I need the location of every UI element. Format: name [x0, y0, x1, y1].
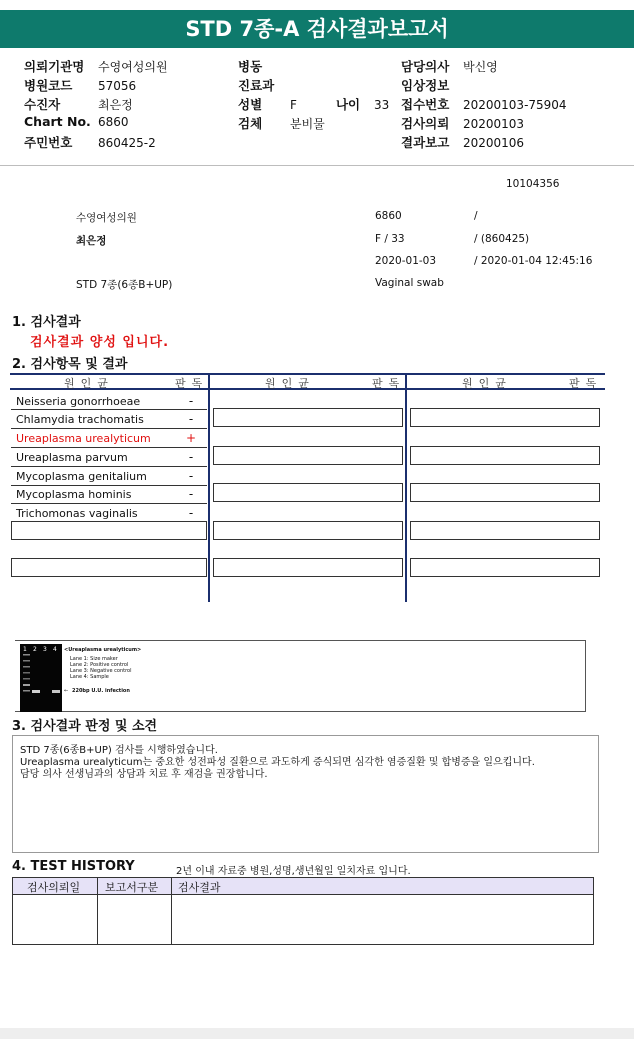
specimen-row: [238, 114, 325, 132]
report-date-value: 20200106: [462, 136, 525, 150]
empty-cell: [213, 483, 403, 502]
summary-patient: 최은정: [76, 235, 107, 247]
organism-result: -: [188, 394, 194, 408]
opinion-line: 담당 의사 선생님과의 상담과 치료 후 재검을 권장합니다.: [20, 769, 268, 780]
chart-no-row: [24, 114, 129, 129]
section4-title: 4. TEST HISTORY: [12, 859, 135, 874]
request-date-row: [401, 114, 524, 132]
sex-row: [238, 95, 389, 113]
organism-result: -: [188, 450, 194, 464]
resident-no-value: 860425-2: [97, 136, 156, 150]
receipt-no-row: [401, 95, 567, 113]
col-result-3: 판독: [569, 377, 603, 390]
summary-date-reported: / 2020-01-04 12:45:16: [474, 255, 593, 267]
col-organism-2: 원인균: [265, 377, 315, 390]
col-organism-1: 원인균: [64, 377, 114, 390]
summary-chart: 6860: [375, 210, 402, 222]
summary-date-received: 2020-01-03: [375, 255, 437, 267]
empty-cell: [213, 408, 403, 427]
resident-no-row: [24, 133, 156, 151]
age-label: 나이: [335, 97, 361, 112]
gel-lane-4: 4: [53, 646, 57, 653]
patient-row: [24, 95, 133, 113]
gel-legend-line: Lane 1: Size maker: [70, 656, 118, 662]
row-divider: [11, 428, 207, 429]
resident-no-label: 주민번호: [24, 135, 73, 150]
dept-label: 진료과: [238, 78, 275, 93]
organism-name: Trichomonas vaginalis: [16, 507, 138, 520]
sex-value: F: [289, 98, 297, 112]
chart-no-value: 6860: [97, 115, 129, 129]
col-result-2: 판독: [372, 377, 406, 390]
report-date-row: [401, 133, 524, 151]
request-date-value: 20200103: [462, 117, 525, 131]
gel-lane-1: 1: [23, 646, 27, 653]
empty-cell: [213, 446, 403, 465]
col-organism-3: 원인균: [462, 377, 512, 390]
row-divider: [11, 503, 207, 504]
empty-cell: [410, 446, 600, 465]
opinion-line: Ureaplasma urealyticum는 중요한 성전파성 질환으로 과도하게 증식되면 심각한 염증질환 및 합병증을 일으킵니다.: [20, 757, 535, 768]
organism-name-positive: Ureaplasma urealyticum: [16, 432, 151, 445]
history-col-divider: [171, 877, 172, 945]
section1-title: 1. 검사결과: [12, 315, 81, 330]
section2-title: 2. 검사항목 및 결과: [12, 357, 128, 372]
gel-legend-line: Lane 3: Negative control: [70, 668, 132, 674]
empty-cell: [410, 521, 600, 540]
empty-cell: [11, 558, 207, 577]
history-table-header: [12, 877, 594, 895]
institution-label: 의뢰기관명: [24, 59, 85, 74]
gel-lane-3: 3: [43, 646, 47, 653]
summary-specimen: Vaginal swab: [375, 277, 444, 289]
table-divider-1: [208, 375, 210, 602]
doctor-value: 박신영: [462, 60, 498, 74]
section3-title: 3. 검사결과 판정 및 소견: [12, 719, 158, 734]
opinion-line: STD 7종(6종B+UP) 검사를 시행하였습니다.: [20, 745, 218, 756]
gel-legend-line: Lane 4: Sample: [70, 674, 109, 680]
organism-result: -: [188, 412, 194, 426]
empty-cell: [410, 408, 600, 427]
institution-row: [24, 57, 168, 75]
organism-name: Ureaplasma parvum: [16, 451, 128, 464]
empty-cell: [213, 521, 403, 540]
report-date-label: 결과보고: [401, 135, 450, 150]
receipt-no-label: 접수번호: [401, 97, 450, 112]
organism-result: -: [188, 506, 194, 520]
gel-title: <Ureaplasma urealyticum>: [64, 647, 142, 653]
row-divider: [11, 466, 207, 467]
patient-value: 최은정: [97, 98, 133, 112]
receipt-no-value: 20200103-75904: [462, 98, 567, 112]
clinical-info-label: 임상정보: [401, 78, 450, 93]
empty-cell: [410, 558, 600, 577]
gel-electrophoresis-image: [20, 644, 62, 712]
gel-legend-line: Lane 2: Positive control: [70, 662, 129, 668]
dept-row: [238, 76, 278, 94]
table-divider-2: [405, 375, 407, 602]
organism-result: -: [188, 487, 194, 501]
history-col-report-type: 보고서구분: [105, 881, 159, 894]
organism-result: -: [188, 469, 194, 483]
row-divider: [11, 447, 207, 448]
empty-cell: [410, 483, 600, 502]
organism-name: Mycoplasma hominis: [16, 488, 132, 501]
gel-bands-graphic: [20, 644, 62, 712]
ward-label: 병동: [238, 59, 263, 74]
empty-cell: [213, 558, 403, 577]
specimen-value: 분비물: [289, 117, 325, 131]
ward-row: [238, 57, 266, 75]
request-date-label: 검사의뢰: [401, 116, 450, 131]
row-divider: [11, 409, 207, 410]
hospital-code-row: [24, 76, 136, 94]
organism-name: Mycoplasma genitalium: [16, 470, 147, 483]
hospital-code-value: 57056: [97, 79, 137, 93]
institution-value: 수영여성의원: [97, 60, 168, 74]
summary-slash: /: [474, 210, 478, 222]
specimen-label: 검체: [238, 116, 263, 131]
doctor-label: 담당의사: [401, 59, 450, 74]
history-col-request-date: 검사의뢰일: [27, 881, 81, 894]
summary-test-name: STD 7종(6종B+UP): [76, 279, 173, 291]
history-note: 2년 이내 자료중 병원,성명,생년월일 일치자료 입니다.: [176, 866, 411, 877]
col-result-1: 판독: [175, 377, 209, 390]
history-col-divider: [97, 877, 98, 945]
age-value: 33: [373, 98, 390, 112]
gel-arrow-icon: ←: [64, 688, 69, 694]
doctor-row: [401, 57, 498, 75]
summary-birth: / (860425): [474, 233, 530, 245]
clinical-info-row: [401, 76, 463, 94]
gel-lane-2: 2: [33, 646, 37, 653]
summary-clinic: 수영여성의원: [76, 212, 137, 224]
organism-result-positive: +: [186, 431, 197, 445]
organism-name: Neisseria gonorrhoeae: [16, 395, 141, 408]
report-title: STD 7종-A 검사결과보고서: [0, 10, 634, 48]
organism-name: Chlamydia trachomatis: [16, 413, 144, 426]
history-col-result: 검사결과: [178, 881, 221, 894]
document-id: 10104356: [506, 178, 560, 190]
page-footer-band: [0, 1028, 634, 1039]
summary-sex-age: F / 33: [375, 233, 405, 245]
chart-no-label: Chart No.: [24, 114, 91, 129]
hospital-code-label: 병원코드: [24, 78, 73, 93]
empty-cell: [11, 521, 207, 540]
gel-arrow-label: 220bp U.U. infection: [72, 688, 130, 694]
sex-label: 성별: [238, 97, 263, 112]
row-divider: [11, 485, 207, 486]
patient-label: 수진자: [24, 97, 61, 112]
positive-result-text: 검사결과 양성 입니다.: [30, 335, 170, 350]
history-table-body: [12, 895, 594, 945]
